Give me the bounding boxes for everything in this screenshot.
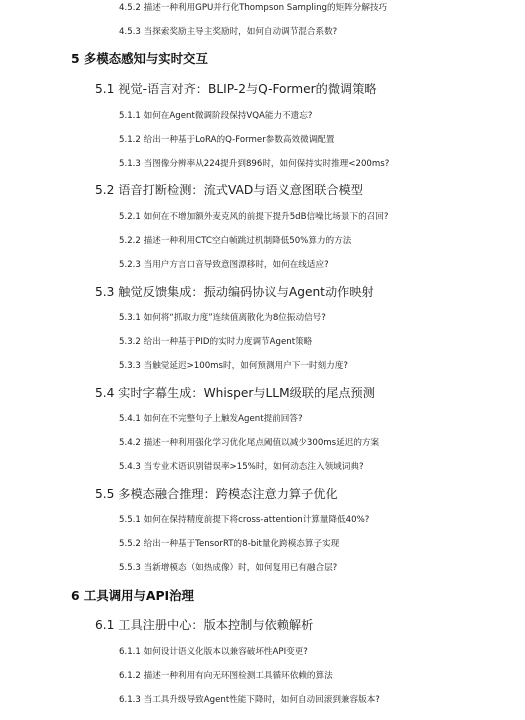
toc-entry-5-3-2[interactable]: 5.3.2 给出一种基于PID的实时力度调节Agent策略 <box>119 337 313 347</box>
toc-entry-5-4-3[interactable]: 5.4.3 当专业术语识别错误率>15%时，如何动态注入领域词典? <box>119 462 364 472</box>
toc-chapter-5[interactable]: 5 多模态感知与实时交互 <box>71 51 208 66</box>
toc-entry-5-2-3[interactable]: 5.2.3 当用户方言口音导致意图漂移时，如何在线适应? <box>119 260 329 270</box>
toc-section-6-1[interactable]: 6.1 工具注册中心：版本控制与依赖解析 <box>95 618 314 632</box>
toc-entry-5-5-3[interactable]: 5.5.3 当新增模态（如热成像）时，如何复用已有融合层? <box>119 563 338 573</box>
toc-entry-5-1-1[interactable]: 5.1.1 如何在Agent微调阶段保持VQA能力不遗忘? <box>119 111 313 121</box>
toc-entry-4-5-2[interactable]: 4.5.2 描述一种利用GPU并行化Thompson Sampling的矩阵分解技巧 <box>119 3 388 13</box>
toc-entry-5-3-1[interactable]: 5.3.1 如何将“抓取力度”连续值离散化为8位振动信号? <box>119 313 326 323</box>
toc-entry-6-1-1[interactable]: 6.1.1 如何设计语义化版本以兼容破坏性API变更? <box>119 647 308 657</box>
toc-entry-5-1-3[interactable]: 5.1.3 当图像分辨率从224提升到896时，如何保持实时推理<200ms? <box>119 159 390 169</box>
toc-entry-5-5-1[interactable]: 5.5.1 如何在保持精度前提下将cross-attention计算量降低40%? <box>119 515 370 525</box>
toc-entry-5-4-1[interactable]: 5.4.1 如何在不完整句子上触发Agent提前回答? <box>119 414 303 424</box>
toc-entry-5-2-2[interactable]: 5.2.2 描述一种利用CTC空白帧跳过机制降低50%算力的方法 <box>119 236 352 246</box>
toc-section-5-1[interactable]: 5.1 视觉-语言对齐：BLIP-2与Q-Former的微调策略 <box>95 82 377 96</box>
toc-section-5-3[interactable]: 5.3 触觉反馈集成：振动编码协议与Agent动作映射 <box>95 285 374 299</box>
toc-section-5-2[interactable]: 5.2 语音打断检测：流式VAD与语义意图联合模型 <box>95 183 363 197</box>
toc-entry-5-4-2[interactable]: 5.4.2 描述一种利用强化学习优化尾点阈值以减少300ms延迟的方案 <box>119 438 380 448</box>
toc-entry-5-3-3[interactable]: 5.3.3 当触觉延迟>100ms时，如何预测用户下一时刻力度? <box>119 361 348 371</box>
toc-entry-4-5-3[interactable]: 4.5.3 当探索奖励主导主奖励时，如何自动调节混合系数? <box>119 27 338 37</box>
toc-entry-6-1-2[interactable]: 6.1.2 描述一种利用有向无环图检测工具循环依赖的算法 <box>119 671 333 681</box>
toc-section-5-4[interactable]: 5.4 实时字幕生成：Whisper与LLM级联的尾点预测 <box>95 386 375 400</box>
toc-entry-5-1-2[interactable]: 5.1.2 给出一种基于LoRA的Q-Former参数高效微调配置 <box>119 135 335 145</box>
toc-entry-6-1-3[interactable]: 6.1.3 当工具升级导致Agent性能下降时，如何自动回滚到兼容版本? <box>119 695 380 705</box>
toc-entry-5-5-2[interactable]: 5.5.2 给出一种基于TensorRT的8-bit量化跨模态算子实现 <box>119 539 340 549</box>
toc-entry-5-2-1[interactable]: 5.2.1 如何在不增加额外麦克风的前提下提升5dB信噪比场景下的召回? <box>119 212 389 222</box>
toc-section-5-5[interactable]: 5.5 多模态融合推理：跨模态注意力算子优化 <box>95 487 338 501</box>
toc-chapter-6[interactable]: 6 工具调用与API治理 <box>71 588 194 603</box>
